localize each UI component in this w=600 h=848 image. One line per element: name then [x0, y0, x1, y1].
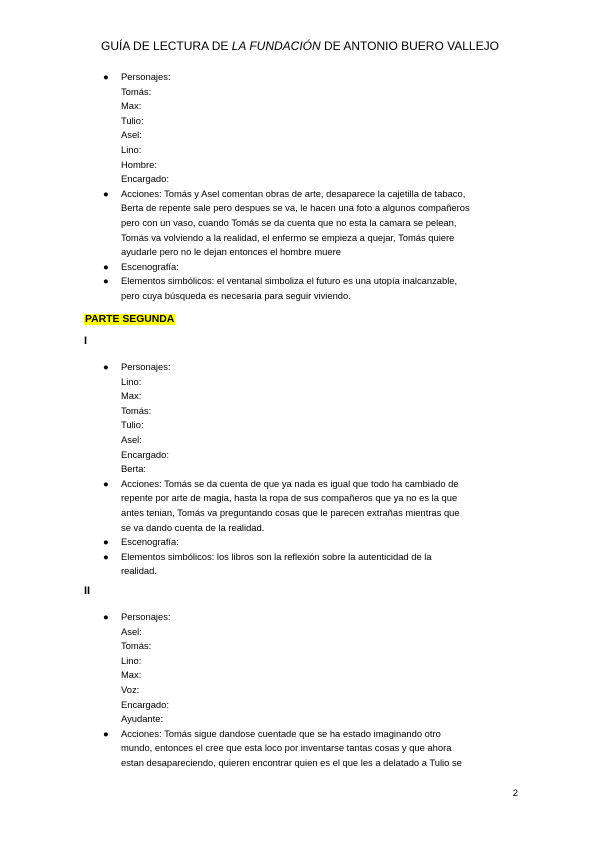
section-i-list — [103, 360, 523, 579]
character-line: Asel: — [121, 129, 142, 141]
simbolicos-line: realidad. — [121, 565, 157, 577]
escenografia-item — [103, 535, 523, 550]
escenografia-item — [103, 260, 523, 275]
simbolicos-item — [103, 274, 523, 303]
parte-segunda-heading: PARTE SEGUNDA — [85, 314, 175, 325]
acciones-line: se va dando cuenta de la realidad. — [121, 521, 265, 533]
acciones-line: estan desapareciendo, quieren encontrar quien es el que les a delatado a Tulio se — [121, 756, 462, 768]
acciones-item — [103, 477, 523, 535]
bullet-icon: ● — [103, 361, 109, 372]
character-line: Asel: — [121, 625, 142, 637]
simbolicos-item — [103, 550, 523, 579]
header-title-start: GUÍA DE LECTURA DE — [101, 39, 232, 53]
character-line: Encargado: — [121, 173, 169, 185]
acciones-line: Berta de repente sale pero despues se va, le hacen una foto a algunos compañeros — [121, 202, 470, 214]
bullet-icon: ● — [103, 275, 109, 287]
bullet-icon: ● — [103, 727, 109, 739]
character-line: Berta: — [121, 463, 147, 475]
acciones-line: Acciones: Tomás sigue dandose cuentade que se ha estado imaginando otro — [121, 727, 441, 739]
character-line: Lino: — [121, 375, 142, 387]
acciones-item — [103, 187, 523, 260]
acciones-line: Acciones: Tomás se da cuenta de que ya nada es igual que todo ha cambiado de — [121, 477, 459, 489]
bullet-icon: ● — [103, 71, 109, 82]
acciones-line: pero con un vaso, cuando Tomás se da cuenta que no esta la camara se pelean, — [121, 216, 457, 228]
acciones-item — [103, 727, 523, 771]
personajes-label: Personajes: — [121, 71, 171, 82]
personajes-item — [103, 610, 523, 727]
simbolicos-line: pero cuya búsqueda es necesaria para seguir viviendo. — [121, 289, 351, 301]
personajes-label: Personajes: — [121, 611, 171, 622]
character-line: Encargado: — [121, 448, 169, 460]
acciones-line: antes tenian, Tomás va preguntando cosas que le parecen extrañas mientras que — [121, 506, 460, 518]
character-line: Encargado: — [121, 698, 169, 710]
acciones-line: Acciones: Tomás y Asel comentan obras de arte, desaparece la cajetilla de tabaco, — [121, 187, 466, 199]
escenografia-label: Escenografía: — [121, 536, 179, 548]
acciones-line: repente por arte de magia, hasta la ropa de sus compañeros que ya no es la que — [121, 492, 458, 504]
bullet-icon: ● — [103, 477, 109, 489]
character-line: Tulio: — [121, 114, 144, 126]
bullet-icon: ● — [103, 611, 109, 622]
character-line: Tomás: — [121, 85, 152, 97]
character-line: Max: — [121, 390, 142, 402]
character-line: Asel: — [121, 433, 142, 445]
acciones-line: ayudarle pero no le dejan entonces el hombre muere — [121, 246, 341, 258]
character-line: Tomás: — [121, 640, 152, 652]
character-line: Lino: — [121, 654, 142, 666]
section-i-heading: I — [84, 335, 88, 347]
section-ii-list — [103, 610, 523, 771]
page-number: 2 — [512, 787, 518, 798]
simbolicos-line: Elementos simbólicos: los libros son la reflexión sobre la autenticidad de la — [121, 550, 432, 562]
simbolicos-line: Elementos simbólicos: el ventanal simboliza el futuro es una utopía inalcanzable, — [121, 275, 458, 287]
escenografia-label: Escenografía: — [121, 260, 179, 272]
character-line: Tomás: — [121, 404, 152, 416]
character-line: Hombre: — [121, 158, 157, 170]
bullet-icon: ● — [103, 536, 109, 548]
character-line: Tulio: — [121, 419, 144, 431]
section-ii-heading: II — [84, 585, 91, 597]
character-line: Max: — [121, 100, 142, 112]
character-line: Max: — [121, 669, 142, 681]
page-header — [0, 39, 600, 53]
acciones-line: mundo, entonces el cree que esta loco por inventarse tantas cosas y que ahora — [121, 742, 452, 754]
character-line: Voz: — [121, 683, 140, 695]
character-line: Ayudante: — [121, 713, 164, 725]
acciones-line: Tomás va volviendo a la realidad, el enfermo se empieza a quejar, Tomás quiere — [121, 231, 455, 243]
personajes-item — [103, 360, 523, 477]
header-title-italic: LA FUNDACIÓN — [231, 39, 321, 53]
header-title-end: DE ANTONIO BUERO VALLEJO — [320, 39, 499, 53]
section-a-list — [103, 70, 523, 304]
bullet-icon: ● — [103, 260, 109, 272]
bullet-icon: ● — [103, 550, 109, 562]
bullet-icon: ● — [103, 187, 109, 199]
personajes-item — [103, 70, 523, 187]
personajes-label: Personajes: — [121, 361, 171, 372]
character-line: Lino: — [121, 143, 142, 155]
